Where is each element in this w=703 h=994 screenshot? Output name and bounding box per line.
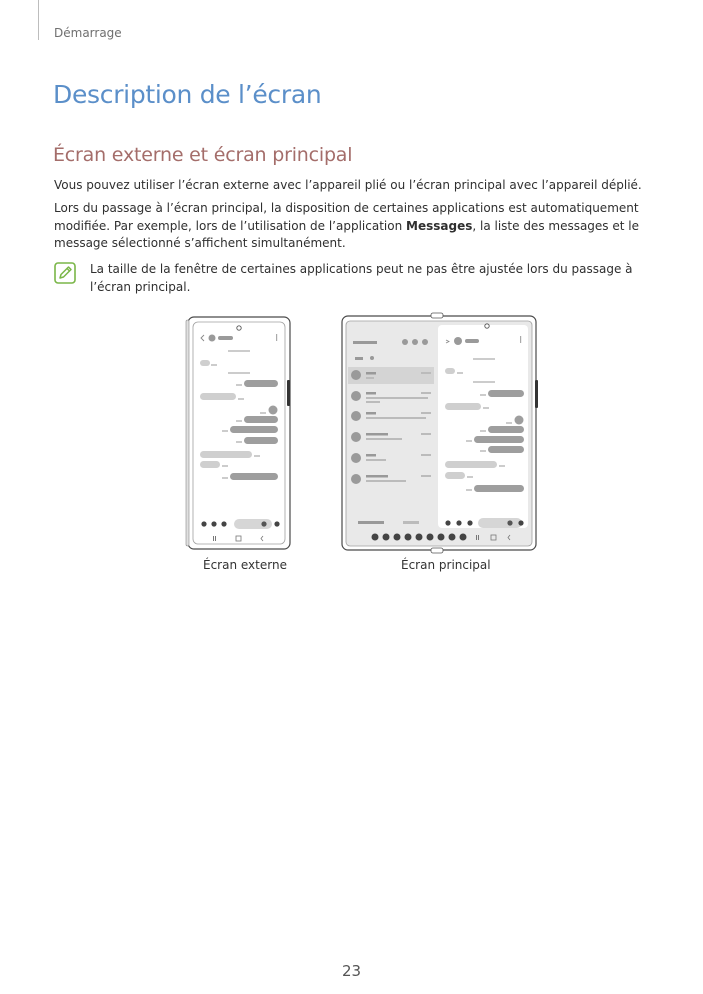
note-text: La taille de la fenêtre de certaines applications peut ne pas être ajustée lors du passage à l’écran principal. bbox=[90, 262, 633, 294]
paragraph-2 bbox=[54, 200, 654, 253]
page-title: Description de l’écran bbox=[53, 80, 322, 109]
main-screen-device bbox=[342, 313, 538, 553]
device-illustration bbox=[180, 312, 540, 557]
external-screen-phone bbox=[186, 317, 290, 549]
paragraph-2-text-a: Lors du passage à l’écran principal, la disposition de certaines applications est automatiquement modifiée. Par exemple, lors de l’utilisation de l’application bbox=[54, 201, 639, 233]
page-number: 23 bbox=[341, 962, 362, 980]
paragraph-1: Vous pouvez utiliser l’écran externe avec l’appareil plié ou l’écran principal avec l’appareil déplié. bbox=[54, 178, 642, 192]
section-title: Écran externe et écran principal bbox=[53, 144, 353, 166]
caption-main-screen: Écran principal bbox=[401, 558, 491, 572]
caption-external-screen: Écran externe bbox=[203, 558, 287, 572]
header-section-label: Démarrage bbox=[54, 26, 122, 40]
app-name-messages: Messages bbox=[406, 218, 473, 233]
header-rule bbox=[38, 0, 39, 40]
paragraph-2-text-b: , la liste des messages et le message sélectionné s’affichent simultanément. bbox=[54, 218, 639, 250]
fold-phones-illustration bbox=[180, 312, 540, 557]
note-pencil-icon bbox=[54, 262, 76, 284]
